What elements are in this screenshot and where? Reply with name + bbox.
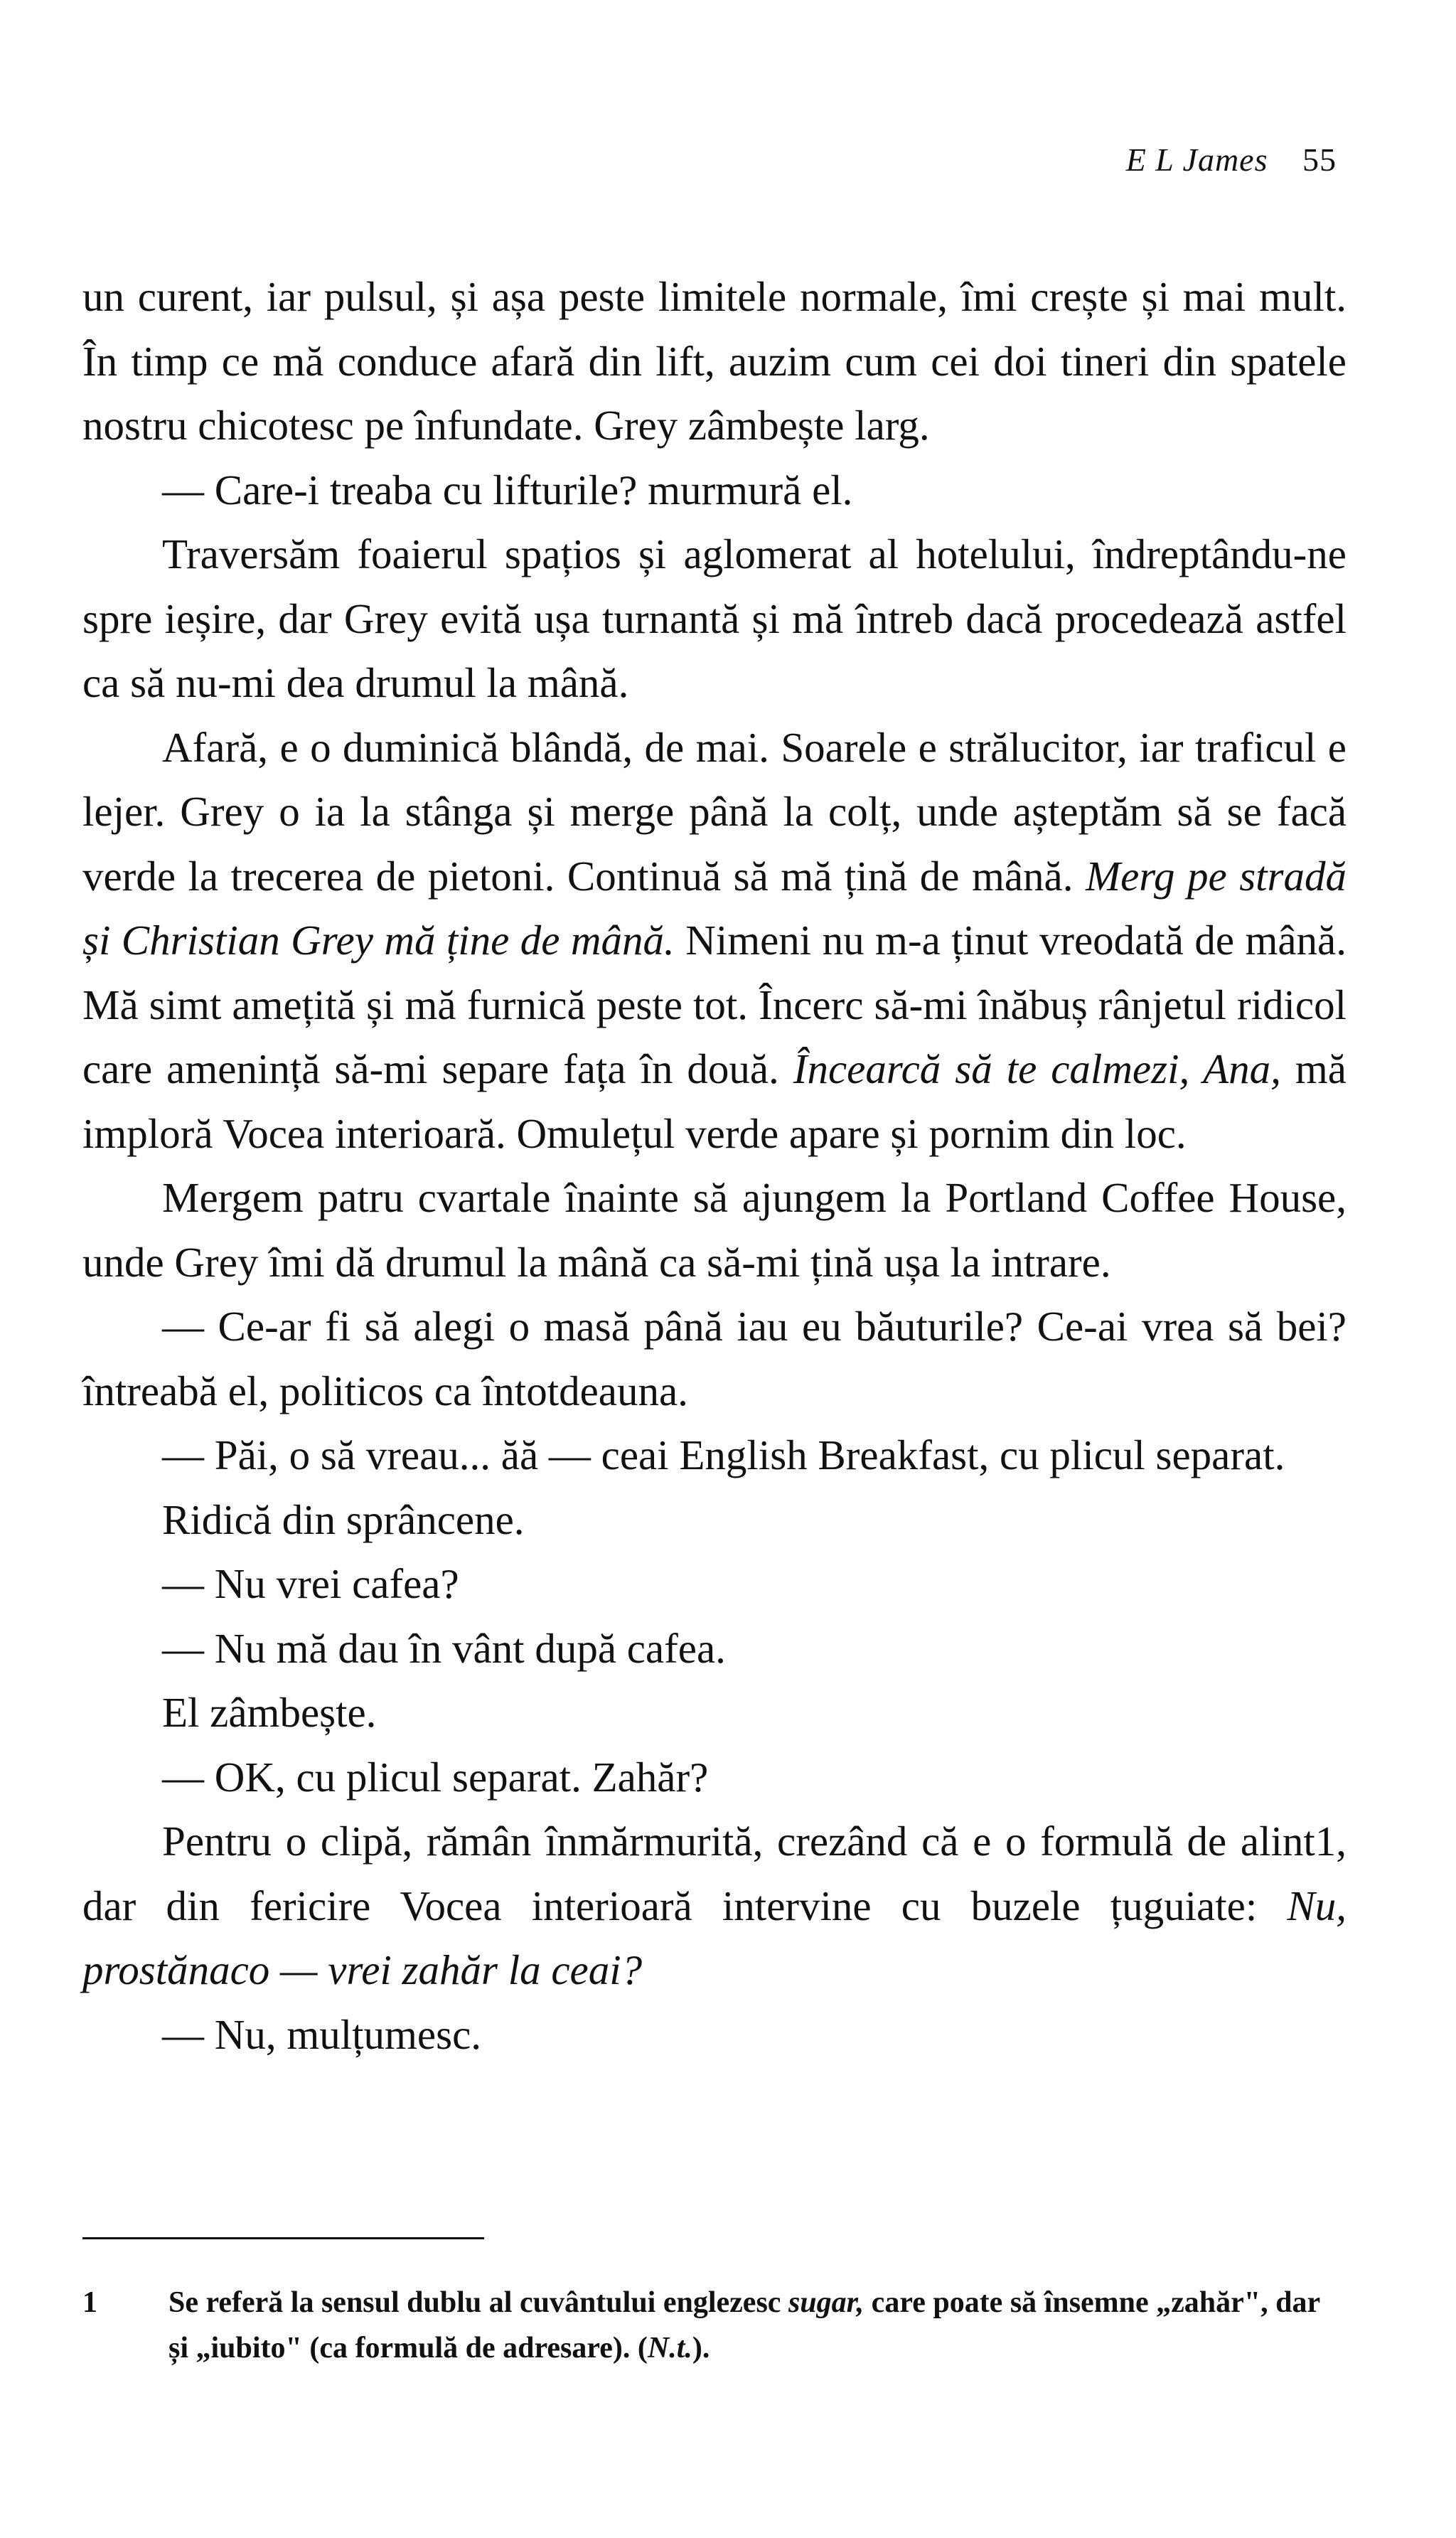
paragraph	[82, 1745, 1347, 1810]
footnote-divider	[82, 2237, 484, 2239]
text-run: mă imploră Vocea interioară. Omulețul verde apare și pornim din loc.	[82, 1045, 1347, 1157]
paragraph	[82, 265, 1347, 458]
running-header-author: E L James	[1125, 142, 1268, 178]
text-run: — Nu, mulțumesc.	[162, 2010, 482, 2058]
text-run: El zâmbește.	[162, 1689, 377, 1736]
text-run: — Păi, o să vreau... ăă — ceai English Breakfast, cu plicul separat.	[162, 1431, 1285, 1478]
paragraph	[82, 1680, 1347, 1745]
text-run: — Nu mă dau în vânt după cafea.	[162, 1624, 726, 1672]
paragraph	[82, 1616, 1347, 1681]
paragraph	[82, 2003, 1347, 2067]
text-run: Mergem patru cvartale înainte să ajungem la Portland Coffee House, unde Grey îmi dă drumul la mână ca să-mi țină ușa la intrare.	[82, 1174, 1347, 1286]
footnote	[82, 2280, 1347, 2371]
text-run: — Care-i treaba cu lifturile? murmură el.	[162, 466, 853, 513]
paragraph	[82, 1423, 1347, 1488]
text-run: care poate să însemne „zahăr", dar și „iubito" (ca formulă de adresare). (	[168, 2286, 1320, 2364]
body-text	[82, 265, 1347, 2067]
text-run: Ridică din sprâncene.	[162, 1495, 525, 1543]
text-run: — Ce-ar fi să alegi o masă până iau eu băuturile? Ce-ai vrea să bei? întreabă el, politicos ca întotdeauna.	[82, 1303, 1347, 1414]
text-run: Pentru o clipă, rămân înmărmurită, crezând că e o formulă de alint1, dar din fericire Vocea interioară intervine cu buzele țuguiate:	[82, 1818, 1347, 1929]
italic-text: N.t.	[647, 2332, 692, 2364]
text-run: — Nu vrei cafea?	[162, 1560, 459, 1607]
paragraph	[82, 1488, 1347, 1552]
running-header	[1126, 141, 1337, 178]
italic-text: sugar,	[788, 2286, 864, 2319]
footnote-text	[168, 2280, 1347, 2371]
italic-text: Merg pe stradă și Christian Grey mă ține de mână.	[82, 852, 1347, 964]
text-run: Traversăm foaierul spațios și aglomerat al hotelului, îndreptându-ne spre ieșire, dar Grey evită ușa turnantă și mă întreb dacă procedează astfel ca să nu-mi dea drumul la mână.	[82, 530, 1347, 706]
text-run: un curent, iar pulsul, și așa peste limitele normale, îmi crește și mai mult. În timp ce mă conduce afară din lift, auzim cum cei doi tineri din spatele nostru chicotesc pe înfundate. Grey zâmbește larg.	[82, 273, 1347, 449]
paragraph	[82, 1294, 1347, 1423]
paragraph	[82, 522, 1347, 715]
text-run: — OK, cu plicul separat. Zahăr?	[162, 1753, 709, 1801]
text-run: Nimeni nu m-a ținut vreodată de mână. Mă simt amețită și mă furnică peste tot. Încerc să-mi înăbuș rânjetul ridicol care amenință să-mi separe fața în două.	[82, 917, 1347, 1092]
italic-text: Încearcă să te calmezi, Ana,	[793, 1045, 1281, 1092]
text-run: Afară, e o duminică blândă, de mai. Soarele e strălucitor, iar traficul e lejer. Grey o ia la stânga și merge până la colț, unde așteptăm să se facă verde la trecerea de pietoni. Continuă să mă țină de mână.	[82, 723, 1347, 900]
paragraph	[82, 1166, 1347, 1294]
paragraph	[82, 458, 1347, 523]
text-run: Se referă la sensul dublu al cuvântului englezesc	[168, 2286, 788, 2319]
paragraph	[82, 1552, 1347, 1616]
footnote-marker: 1	[82, 2286, 97, 2319]
text-run: ).	[692, 2332, 710, 2364]
paragraph	[82, 1809, 1347, 2003]
paragraph	[82, 715, 1347, 1166]
page-number: 55	[1302, 142, 1337, 178]
italic-text: Nu, prostănaco — vrei zahăr la ceai?	[82, 1882, 1347, 1993]
